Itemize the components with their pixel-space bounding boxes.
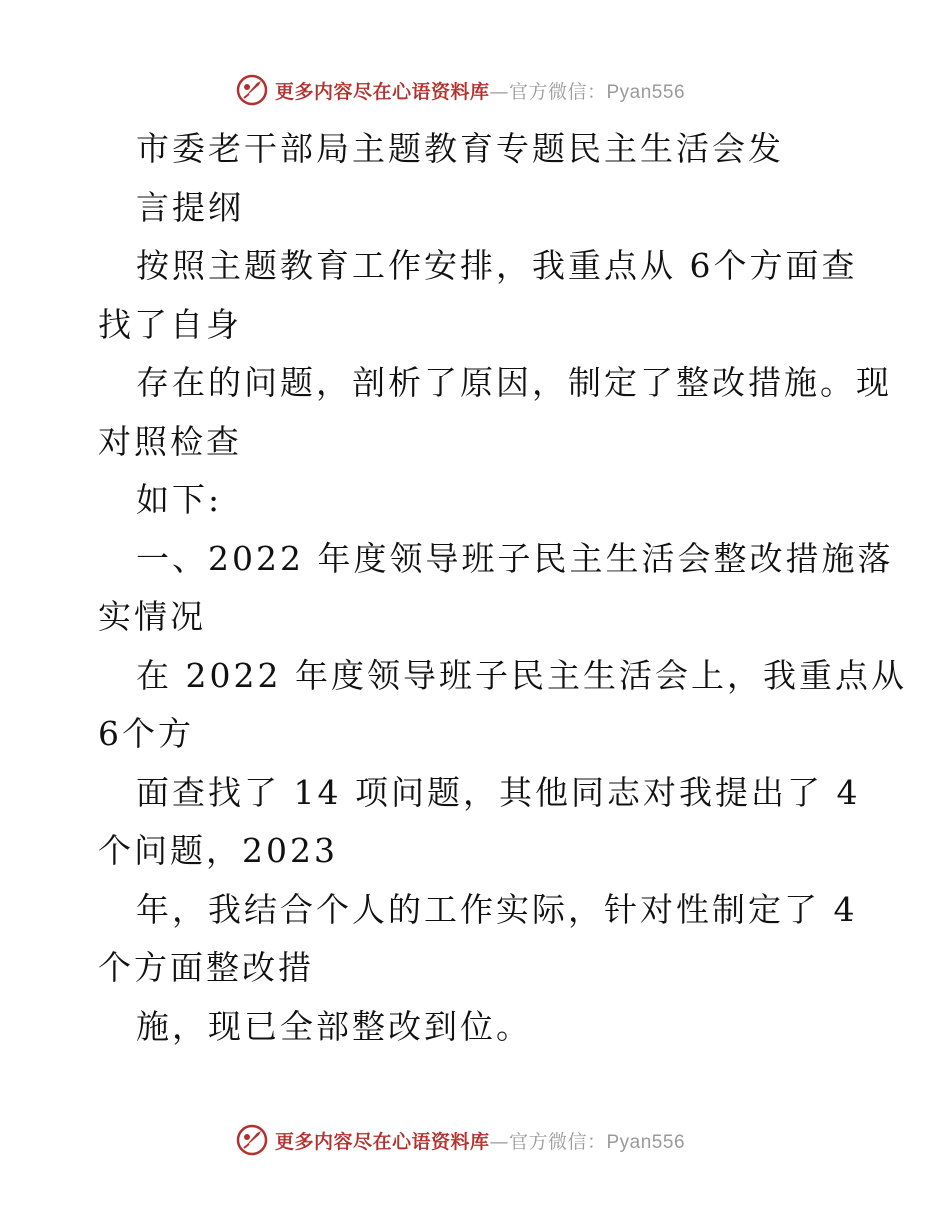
text-line: 对照检查 <box>98 421 242 461</box>
text-line: 实情况 <box>98 597 206 636</box>
quill-pen-logo-icon <box>235 1123 269 1157</box>
header-banner-main: 更多内容尽在心语资料库 <box>274 80 490 103</box>
text-line: 找了自身 <box>98 304 242 344</box>
text-line: 按照主题教育工作安排，我重点从 6个方面查 <box>136 246 858 285</box>
footer-banner-main: 更多内容尽在心语资料库 <box>274 1130 490 1153</box>
text-line: 6个方 <box>98 714 194 753</box>
footer-banner-separator: — <box>489 1130 509 1153</box>
footer-banner <box>0 1120 950 1160</box>
text-line: 年，我结合个人的工作实际，针对性制定了 4 <box>136 889 858 929</box>
text-line: 存在的问题，剖析了原因，制定了整改措施。现 <box>136 363 892 402</box>
text-line: 言提纲 <box>136 187 244 227</box>
text-line: 一、2022 年度领导班子民主生活会整改措施落 <box>136 538 894 578</box>
header-banner <box>0 70 950 110</box>
text-line: 个问题，2023 <box>98 831 338 870</box>
document-body <box>98 120 907 1056</box>
text-line: 面查找了 14 项问题，其他同志对我提出了 4 <box>136 772 861 812</box>
footer-banner-content <box>235 1123 685 1157</box>
header-banner-content <box>235 73 685 107</box>
text-line: 如下: <box>136 480 223 519</box>
header-banner-wechat: 官方微信：Pyan556 <box>509 81 686 103</box>
footer-banner-wechat: 官方微信：Pyan556 <box>509 1131 686 1153</box>
header-banner-separator: — <box>489 80 509 103</box>
quill-pen-logo-icon <box>235 73 269 107</box>
text-line: 市委老干部局主题教育专题民主生活会发 <box>136 129 784 168</box>
footer-banner-text <box>275 1127 685 1154</box>
text-line: 在 2022 年度领导班子民主生活会上，我重点从 <box>136 655 907 695</box>
header-banner-text <box>275 77 685 104</box>
text-line: 施，现已全部整改到位。 <box>136 1006 532 1046</box>
text-line: 个方面整改措 <box>98 948 314 987</box>
